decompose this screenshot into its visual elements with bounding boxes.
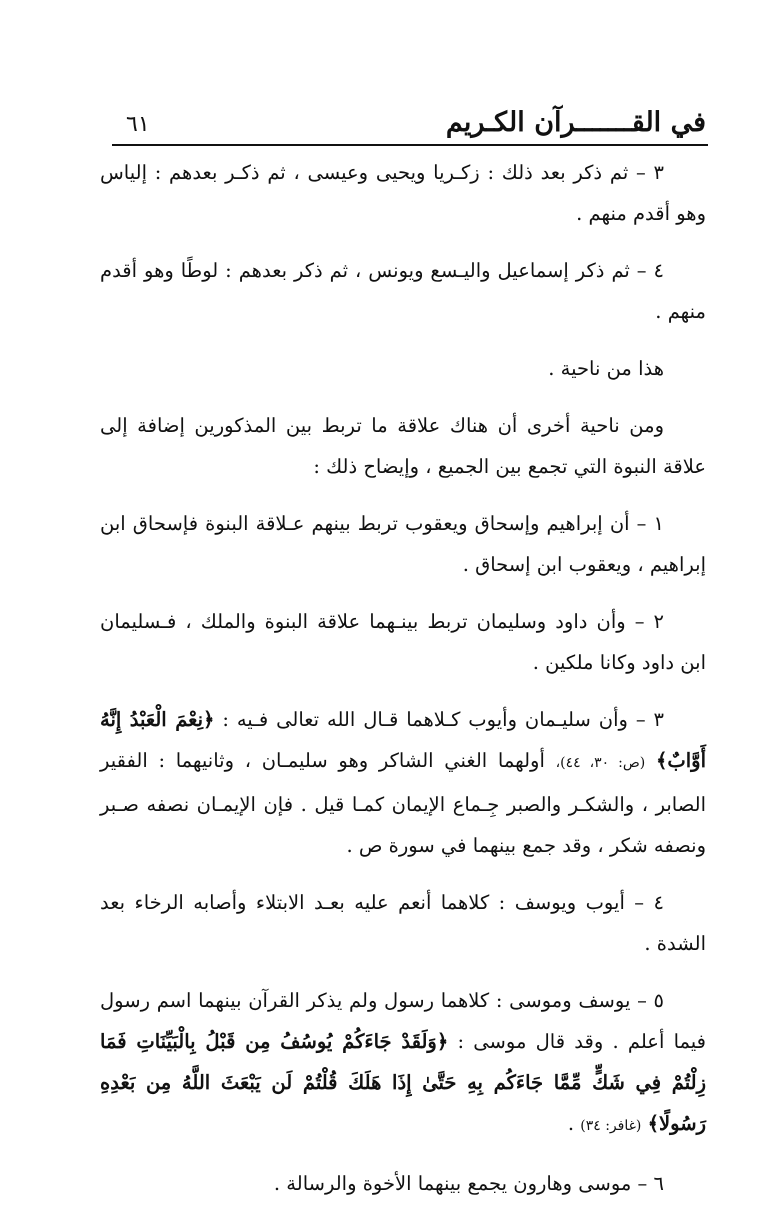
paragraph-text: . — [567, 1112, 575, 1135]
paragraph-text: ٣ – وأن سليـمان وأيوب كـلاهما قـال الله تعالى فـيه : — [222, 708, 664, 731]
paragraph-item-4: ٤ – ثم ذكر إسماعيل واليـسع ويونس ، ثم ذكر بعدهم : لوطًا وهو أقدم منهم . — [100, 259, 706, 323]
quran-quote: ﴿وَلَقَدْ جَاءَكُمْ يُوسُفُ مِن قَبْلُ بِالْبَيِّنَاتِ فَمَا زِلْتُمْ فِي شَكٍّ مِّمَّا جَاءَكُم بِهِ حَتَّىٰ إِذَا هَلَكَ قُلْتُمْ لَن يَبْعَثَ اللَّهُ مِن بَعْدِهِ رَسُولًا﴾ — [100, 1030, 706, 1135]
quran-quote: ﴿نِعْمَ الْعَبْدُ إِنَّهُ أَوَّابٌ﴾ — [100, 708, 707, 772]
running-title: في القـــــــرآن الكـريم — [445, 107, 706, 138]
running-header — [112, 104, 708, 146]
paragraph-text: ٥ – يوسف وموسى : كلاهما رسول ولم يذكر القرآن بينهما اسم رسول فيما أعلم . وقد قال موسى : — [100, 989, 707, 1053]
paragraph-point-6: ٦ – موسى وهارون يجمع بينهما الأخوة والرسالة . — [273, 1172, 664, 1195]
paragraph-point-3 — [100, 699, 706, 866]
paragraph-point-2: ٢ – وأن داود وسليمان تربط بينـهما علاقة البنوة والملك ، فـسليمان ابن داود وكانا ملكين . — [100, 610, 706, 674]
verse-reference: (غافر: ٣٤) — [580, 1118, 642, 1134]
page-number: ٦١ — [126, 112, 150, 137]
paragraph-text: أولهما الغني الشاكر وهو سليمـان ، وثانيهما : الفقير الصابر ، والشكـر والصبر جِـماع الإيمان كمـا قيل . فإن الإيمـان نصفه صـبر ونصفه شكر ، وقد جمع بينهما في سورة ص . — [100, 749, 706, 857]
paragraph-point-1: ١ – أن إبراهيم وإسحاق ويعقوب تربط بينهم عـلاقة البنوة فإسحاق ابن إبراهيم ، ويعقوب ابن إسحاق . — [100, 512, 706, 576]
verse-reference: (ص: ٣٠، ٤٤)، — [555, 755, 646, 771]
paragraph-intro: ومن ناحية أخرى أن هناك علاقة ما تربط بين المذكورين إضافة إلى علاقة النبوة التي تجمع بين الجميع ، وإيضاح ذلك : — [100, 414, 706, 478]
paragraph-point-4: ٤ – أيوب ويوسف : كلاهما أنعم عليه بعـد الابتلاء وأصابه الرخاء بعد الشدة . — [100, 891, 706, 955]
paragraph-item-3: ٣ – ثم ذكر بعد ذلك : زكـريا ويحيى وعيسى ، ثم ذكـر بعدهم : إلياس وهو أقدم منهم . — [100, 161, 706, 225]
paragraph-conclusion: هذا من ناحية . — [548, 357, 664, 380]
paragraph-point-5 — [100, 980, 706, 1147]
page-body — [100, 152, 706, 1220]
